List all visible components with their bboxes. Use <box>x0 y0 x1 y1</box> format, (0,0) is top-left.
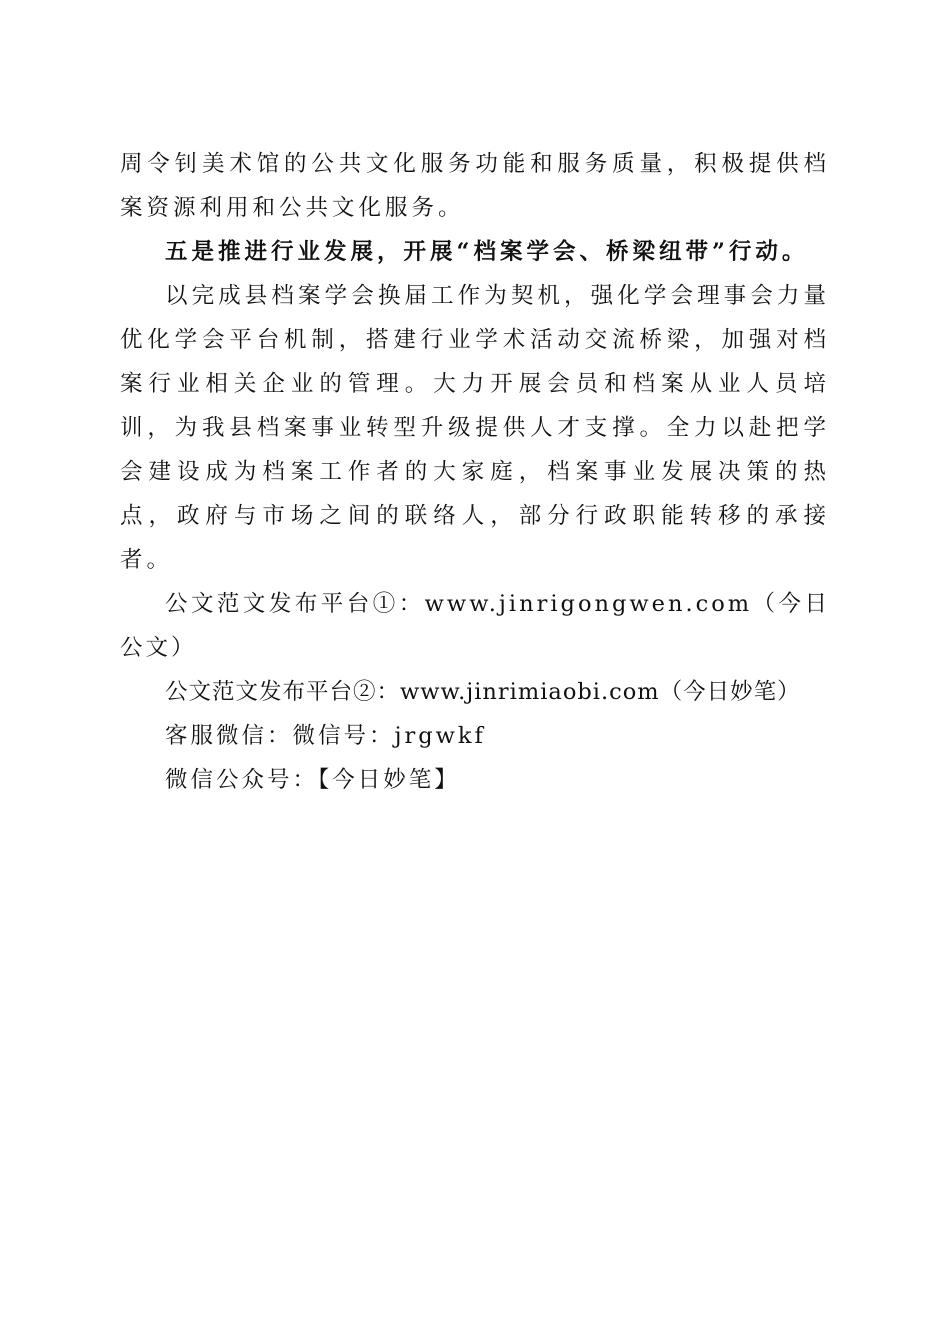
paragraph-continuation: 周令钊美术馆的公共文化服务功能和服务质量，积极提供档案资源利用和公共文化服务。 <box>120 151 830 221</box>
footer-service-wechat: 客服微信：微信号：jrgwkf <box>165 723 486 749</box>
footer-official-account: 微信公众号：【今日妙笔】 <box>165 767 460 793</box>
paragraph-body: 以完成县档案学会换届工作为契机，强化学会理事会力量优化学会平台机制，搭建行业学术活动交流桥梁，加强对档案行业相关企业的管理。大力开展会员和档案从业人员培训，为我县档案事业转型升级提供人才支撑。全力以赴把学会建设成为档案工作者的大家庭，档案事业发展决策的热点，政府与市场之间的联络人，部分行政职能转移的承接者。 <box>120 283 830 573</box>
footer-platform-2: 公文范文发布平台②：www.jinrimiaobi.com（今日妙笔） <box>165 679 801 705</box>
footer-platform-1: 公文范文发布平台①：www.jinrigongwen.com（今日公文） <box>120 591 830 661</box>
document-body <box>120 142 830 802</box>
section-heading: 五是推进行业发展，开展“档案学会、桥梁纽带”行动。 <box>165 239 809 265</box>
